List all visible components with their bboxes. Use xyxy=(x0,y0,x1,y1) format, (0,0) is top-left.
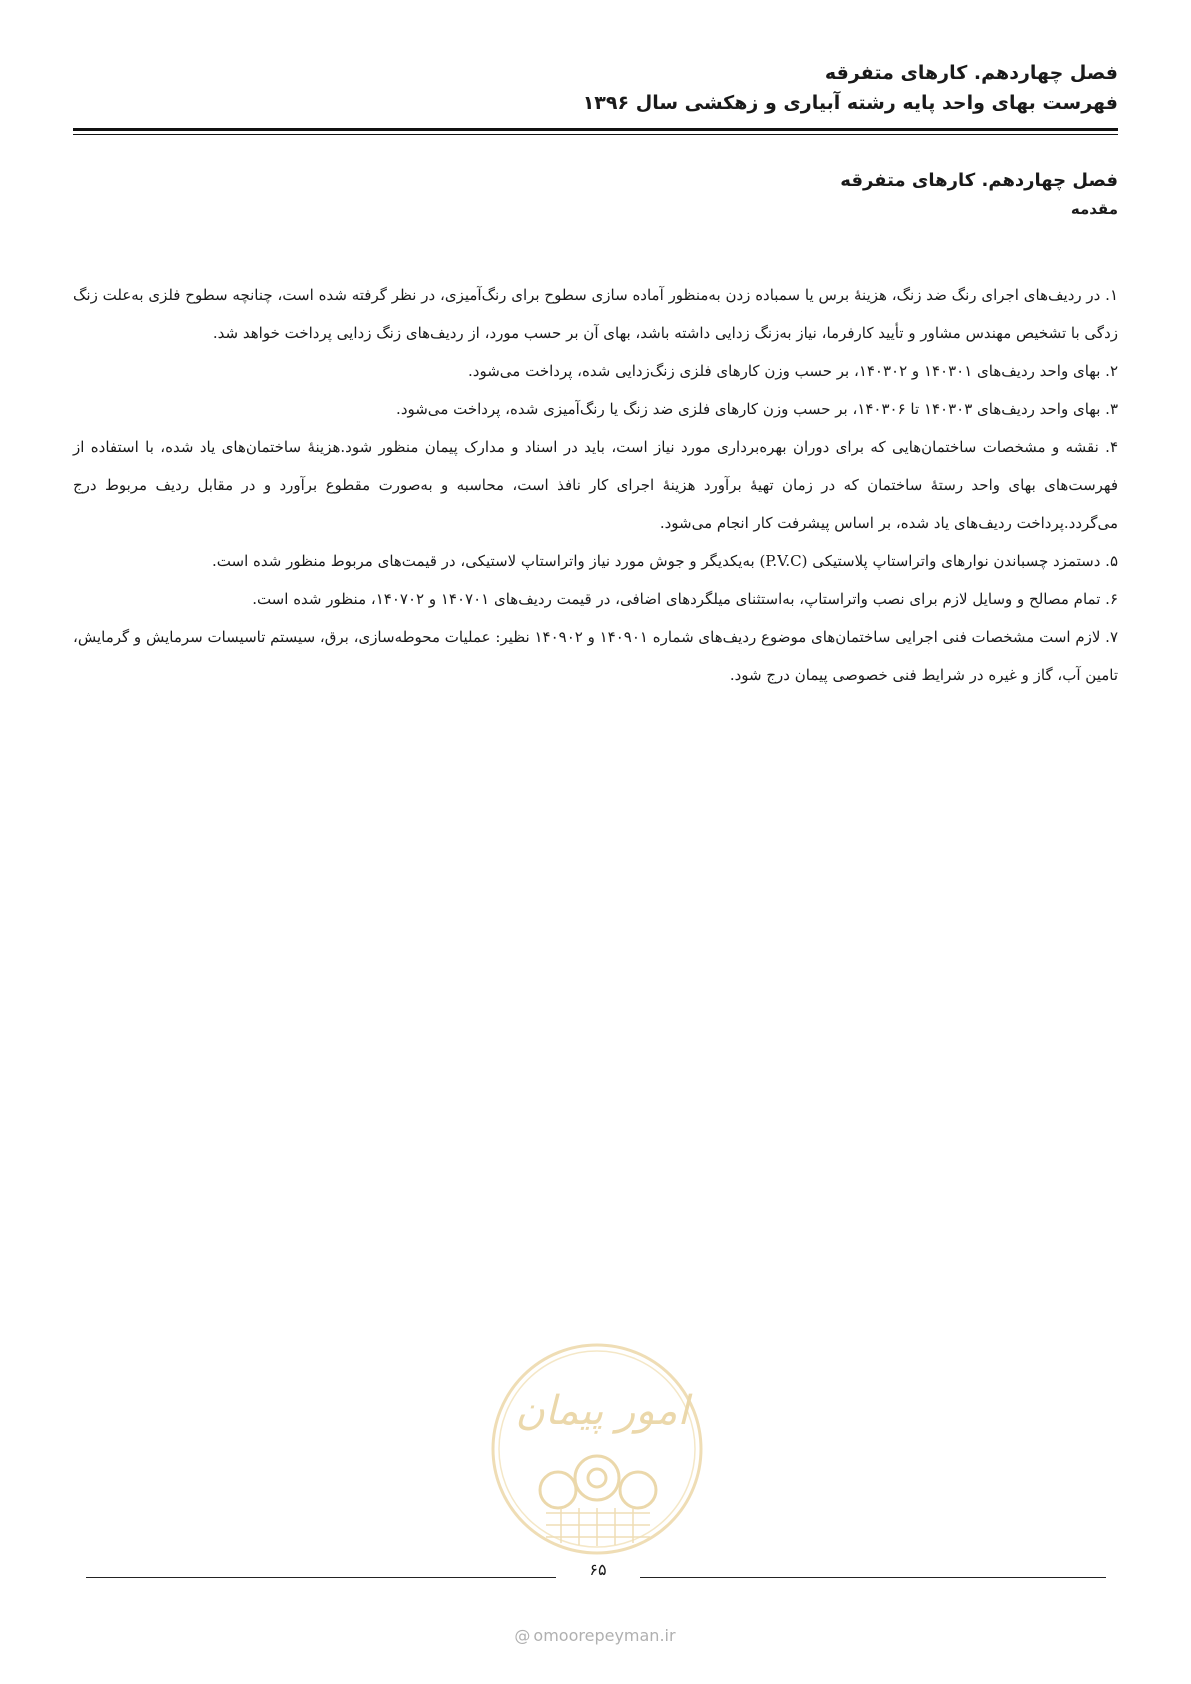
paragraph-3: ۳. بهای واحد ردیف‌های ۱۴۰۳۰۳ تا ۱۴۰۳۰۶، بر حسب وزن کارهای فلزی ضد زنگ یا رنگ‌آمیزی شده، پرداخت می‌شود. xyxy=(396,400,1118,418)
header-document-title: فهرست بهای واحد پایه رشته آبیاری و زهکشی سال ۱۳۹۶ xyxy=(582,92,1118,114)
gear-seal-icon xyxy=(486,1338,708,1560)
page-header xyxy=(73,58,1118,118)
paragraph-7: ۷. لازم است مشخصات فنی اجرایی ساختمان‌های موضوع ردیف‌های شماره ۱۴۰۹۰۱ و ۱۴۰۹۰۲ نظیر: عملیات محوطه‌سازی، برق، سیستم تاسیسات سرمایش و گرمایش، تامین آب، گاز و غیره در شرایط فنی خصوصی پیمان درج شود. xyxy=(73,628,1119,684)
page-number: ۶۵ xyxy=(589,1560,607,1579)
paragraph-4: ۴. نقشه و مشخصات ساختمان‌هایی که برای دوران بهره‌برداری مورد نیاز است، باید در اسناد و مدارک پیمان منظور شود.هزینهٔ ساختمان‌های یاد شده، با استفاده از فهرست‌های بهای واحد رستهٔ ساختمان که در زمان تهیهٔ برآورد هزینهٔ اجرای کار نافذ است، محاسبه و به‌صورت مقطوع برآورد و در مقابل ردیف مربوط درج می‌گردد.پرداخت ردیف‌های یاد شده، بر اساس پیشرفت کار انجام می‌شود. xyxy=(73,438,1118,532)
footer-divider-right xyxy=(640,1577,1106,1578)
body-text xyxy=(73,276,1118,694)
footer-divider-left xyxy=(86,1577,556,1578)
header-chapter-title: فصل چهاردهم. کارهای متفرقه xyxy=(824,62,1118,84)
section-title: فصل چهاردهم. کارهای متفرقه xyxy=(840,170,1118,191)
at-sign-icon: @ xyxy=(514,1626,531,1645)
site-url-text: omoorepeyman.ir xyxy=(533,1626,676,1645)
footer-site-url[interactable] xyxy=(470,1626,720,1645)
paragraph-6: ۶. تمام مصالح و وسایل لازم برای نصب واتراستاپ، به‌استثنای میلگردهای اضافی، در قیمت ردیف‌های ۱۴۰۷۰۱ و ۱۴۰۷۰۲، منظور شده است. xyxy=(252,590,1118,608)
paragraph-1: ۱. در ردیف‌های اجرای رنگ ضد زنگ، هزینهٔ برس یا سمباده زدن به‌منظور آماده سازی سطوح برای رنگ‌آمیزی، در نظر گرفته شده است، چنانچه سطوح فلزی به‌علت زنگ زدگی با تشخیص مهندس مشاور و تأیید کارفرما، نیاز به‌زنگ زدایی داشته باشد، بهای آن بر حسب مورد، از ردیف‌های زنگ زدایی پرداخت خواهد شد. xyxy=(73,286,1118,342)
section-subtitle: مقدمه xyxy=(1070,200,1118,218)
paragraph-2: ۲. بهای واحد ردیف‌های ۱۴۰۳۰۱ و ۱۴۰۳۰۲، بر حسب وزن کارهای فلزی زنگ‌زدایی شده، پرداخت می‌شود. xyxy=(468,362,1118,380)
paragraph-5: ۵. دستمزد چسباندن نوارهای واتراستاپ پلاستیکی (P.V.C) به‌یکدیگر و جوش مورد نیاز واتراستاپ لاستیکی، در قیمت‌های مربوط منظور شده است. xyxy=(212,552,1118,570)
watermark-text: امور پیمان xyxy=(515,1388,689,1434)
header-divider-thick xyxy=(73,128,1118,131)
header-divider-thin xyxy=(73,134,1118,135)
section-heading xyxy=(73,166,1118,222)
